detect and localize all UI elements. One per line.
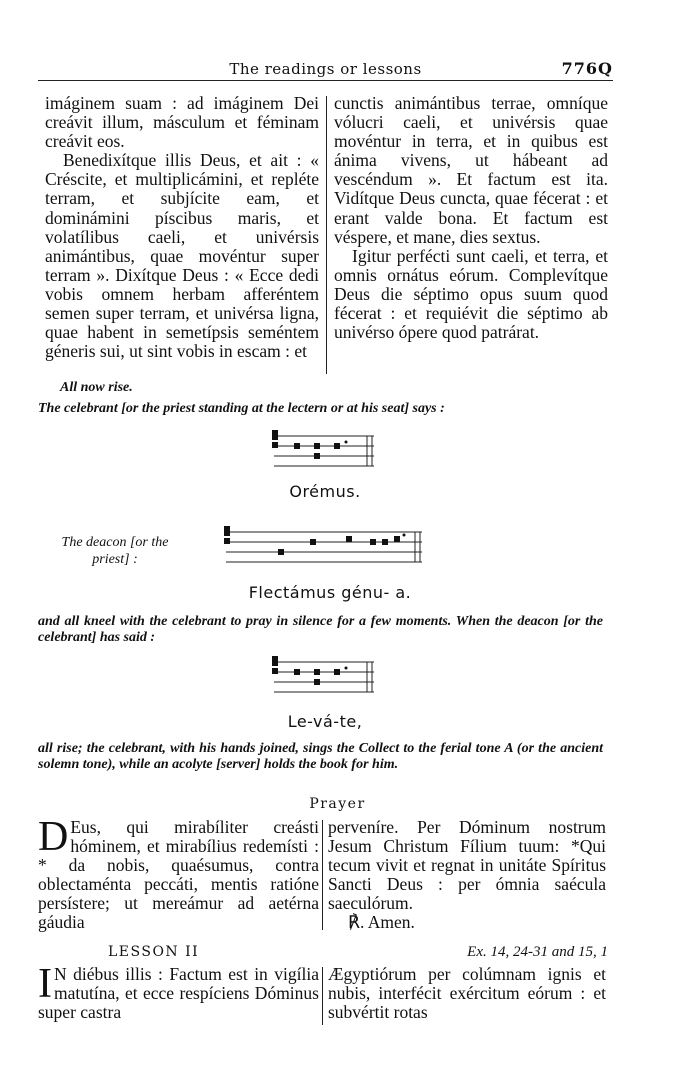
chant-text-flectamus: Flectámus génu- a. bbox=[248, 583, 412, 602]
reading-left-para-1: imáginem suam : ad imáginem Dei creávit illum, másculum et féminam creávit eos. bbox=[45, 93, 319, 152]
prayer-dropcap: D bbox=[38, 814, 69, 860]
lesson-left-column bbox=[38, 961, 319, 1023]
header-rule bbox=[38, 80, 613, 81]
rubric-all-rise: All now rise. bbox=[60, 380, 133, 395]
lesson-column-divider bbox=[322, 967, 323, 1025]
running-title: The readings or lessons bbox=[229, 60, 422, 78]
lesson-heading: LESSON II bbox=[108, 944, 200, 960]
chant-staff-flectamus bbox=[222, 522, 426, 572]
lesson-dropcap: I bbox=[38, 961, 52, 1007]
page-header bbox=[38, 60, 613, 82]
lesson-text-left: N diébus illis : Factum est in vigília matutína, et ecce respíciens Dóminus super castra bbox=[38, 964, 319, 1023]
prayer-right-column bbox=[328, 818, 606, 933]
page-number: 776Q bbox=[561, 59, 613, 78]
lesson-right-column bbox=[328, 965, 606, 1022]
prayer-column-divider bbox=[322, 820, 323, 930]
rubric-collect: all rise; the celebrant, with his hands joined, sings the Collect to the ferial tone A (or the ancient solemn tone), while an acolyte [server] holds the book for him. bbox=[38, 741, 603, 772]
prayer-heading: Prayer bbox=[309, 796, 366, 812]
reading-right-para-2: Igitur perfécti sunt caeli, et terra, et omnis ornátus eórum. Complevítque Deus die séptimo opus suum quod fécerat : et requiévit die séptimo ab univérso ópere quod patrárat. bbox=[334, 245, 608, 343]
chant-text-oremus: Orémus. bbox=[289, 482, 361, 501]
prayer-left-column bbox=[38, 814, 319, 933]
rubric-kneel: and all kneel with the celebrant to pray in silence for a few moments. When the deacon [or the celebrant] has said : bbox=[38, 614, 603, 645]
lesson-text-right: Ægyptiórum per colúmnam ignis et nubis, interfécit exércitum eórum : et subvértit rotas bbox=[328, 964, 606, 1023]
chant-staff-levate bbox=[270, 654, 378, 704]
prayer-text-left: Eus, qui mirabíliter creásti hóminem, et mirabílius redemísti : * da nobis, quaésumus, contra oblectaménta peccáti, mentis ratióne persístere; ut mereámur ad aetérna gáudia bbox=[38, 817, 319, 933]
prayer-response: ℟. Amen. bbox=[348, 912, 415, 933]
prayer-text-right: perveníre. Per Dóminum nostrum Jesum Christum Fílium tuum: *Qui tecum vivit et regnat in unitáte Spíritus Sancti Deus : per ómnia saécula saeculórum. bbox=[328, 817, 606, 914]
column-divider bbox=[326, 96, 327, 374]
chant-staff-oremus bbox=[270, 428, 378, 478]
reading-right-para-1: cunctis animántibus terrae, omníque vólucri caeli, et univérsis quae movéntur in terra, et in quibus est ánima vivens, ut hábeant ad vescéndum ». Et factum est ita. Vidítque Deus cuncta, quae fécerat : et erant valde bona. Et factum est véspere, et mane, dies sextus. bbox=[334, 93, 608, 247]
chant-text-levate: Le-vá-te, bbox=[287, 712, 363, 731]
reading-left-column bbox=[45, 94, 319, 361]
rubric-deacon-label: The deacon [or the priest] : bbox=[61, 535, 169, 567]
reading-right-column bbox=[334, 94, 608, 342]
rubric-celebrant-says: The celebrant [or the priest standing at the lectern or at his seat] says : bbox=[38, 401, 445, 416]
reading-left-para-2: Benedixítque illis Deus, et ait : « Créscite, et multiplicámini, et repléte terram, et subjícite eam, et dominámini píscibus maris, et volatílibus caeli, et univérsis animántibus, quae movéntur super terram ». Dixítque Deus : « Ecce dedi vobis omnem herbam afferéntem semen super terram, et univérsa ligna, quae habent in semetípsis seméntem géneris sui, ut sint vobis in escam : et bbox=[45, 150, 319, 362]
lesson-reference: Ex. 14, 24-31 and 15, 1 bbox=[467, 944, 608, 960]
